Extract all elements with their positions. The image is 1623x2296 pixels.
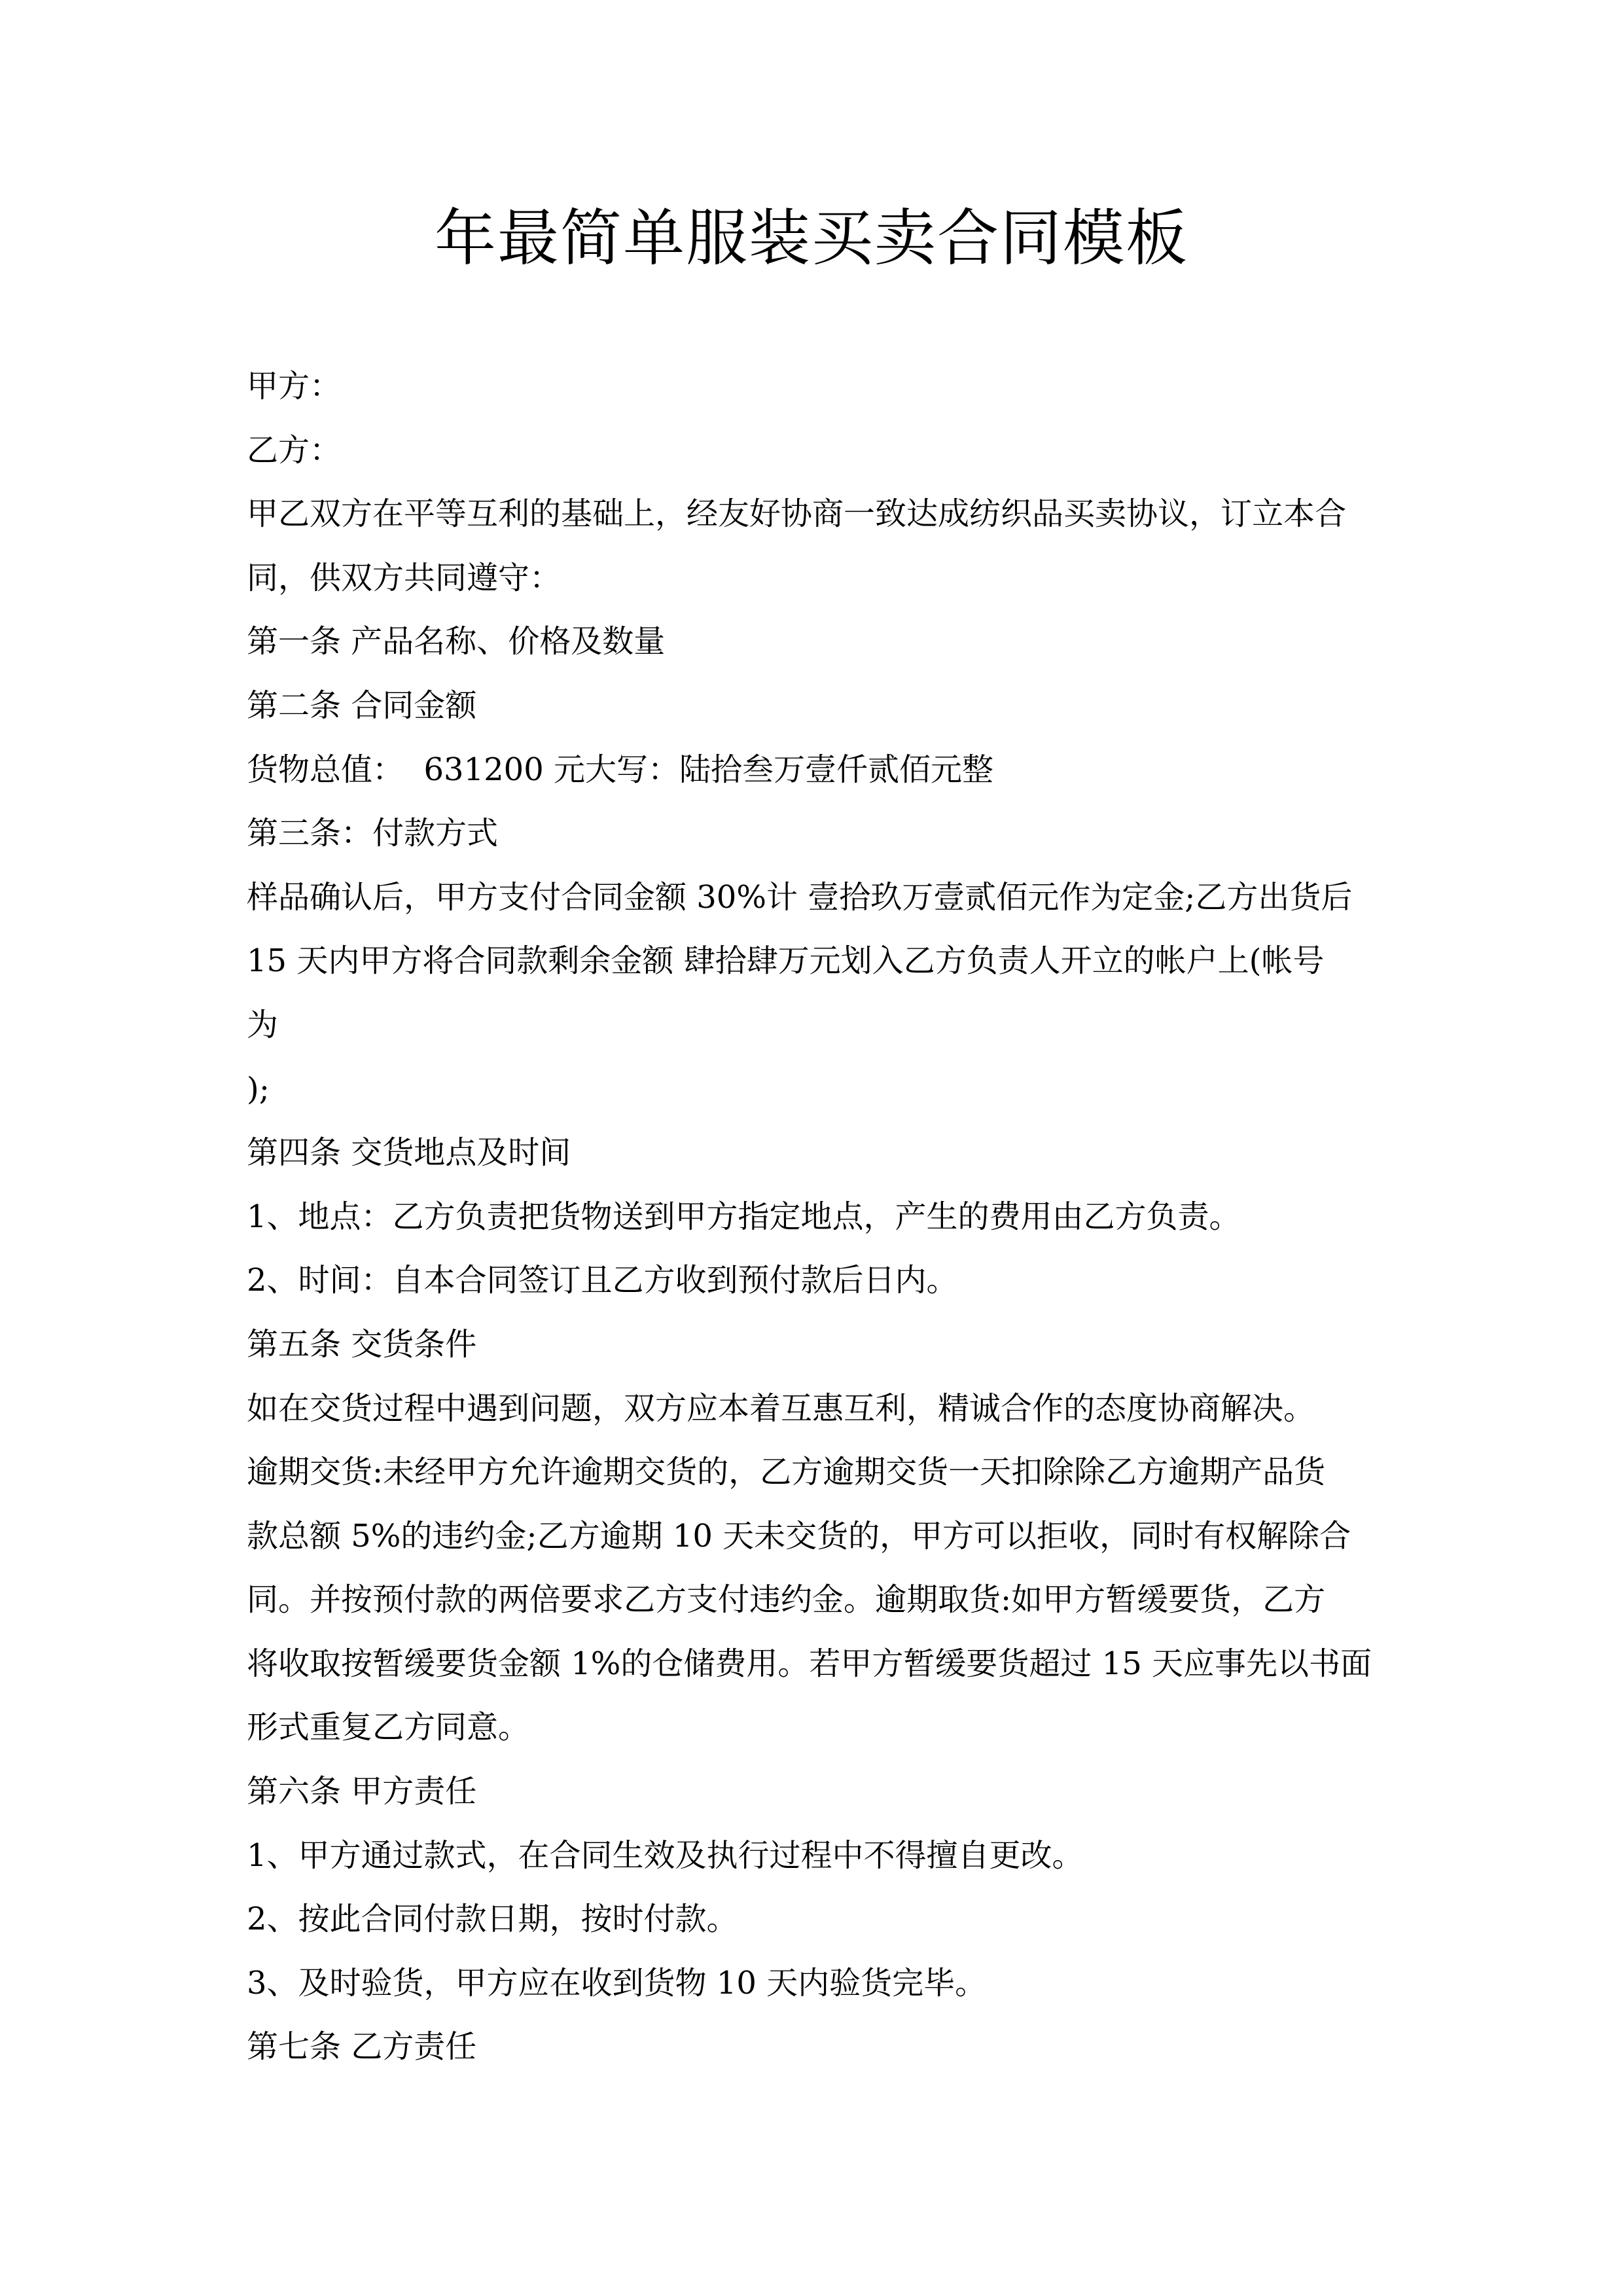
article-7-heading: 第七条 乙方责任 [247,2028,477,2066]
delivery-terms-line-3: 款总额 5%的违约金;乙方逾期 10 天未交货的，甲方可以拒收，同时有权解除合 [247,1517,1351,1554]
document-title: 年最简单服装买卖合同模板 [434,203,1188,274]
article-6-heading: 第六条 甲方责任 [247,1773,477,1810]
party-b-line: 乙方： [247,431,342,469]
article-4-heading: 第四条 交货地点及时间 [247,1134,571,1172]
delivery-terms-line-2: 逾期交货:未经甲方允许逾期交货的，乙方逾期交货一天扣除除乙方逾期产品货 [247,1454,1326,1491]
party-a-duty-2: 2、按此合同付款日期，按时付款。 [247,1901,738,1938]
delivery-terms-line-5: 将收取按暂缓要货金额 1%的仓储费用。若甲方暂缓要货超过 15 天应事先以书面 [247,1645,1372,1682]
delivery-terms-line-4: 同。并按预付款的两倍要求乙方支付违约金。逾期取货:如甲方暂缓要货，乙方 [247,1581,1326,1619]
article-3-heading: 第三条：付款方式 [247,815,499,852]
total-value-line: 货物总值： 631200 元大写：陆拾叁万壹仟贰佰元整 [247,751,994,788]
party-a-line: 甲方： [247,368,342,404]
delivery-terms-line-1: 如在交货过程中遇到问题，双方应本着互惠互利，精诚合作的态度协商解决。 [247,1390,1315,1427]
party-a-duty-3: 3、及时验货，甲方应在收到货物 10 天内验货完毕。 [247,1964,987,2001]
payment-line-3: 为 [247,1006,279,1043]
preamble-line-1: 甲乙双方在平等互利的基础上，经友好协商一致达成纺织品买卖协议，订立本合 [247,495,1347,533]
delivery-terms-line-6: 形式重复乙方同意。 [247,1709,530,1746]
payment-line-2: 15 天内甲方将合同款剩余金额 肆拾肆万元划入乙方负责人开立的帐户上(帐号 [247,942,1325,980]
delivery-place-line: 1、地点：乙方负责把货物送到甲方指定地点，产生的费用由乙方负责。 [247,1198,1241,1235]
payment-line-4: ); [247,1070,270,1107]
article-1-heading: 第一条 产品名称、价格及数量 [247,623,666,660]
payment-line-1: 样品确认后，甲方支付合同金额 30%计 壹拾玖万壹贰佰元作为定金;乙方出货后 [247,878,1353,916]
article-5-heading: 第五条 交货条件 [247,1325,477,1363]
delivery-time-line: 2、时间：自本合同签订且乙方收到预付款后日内。 [247,1262,958,1299]
preamble-line-2: 同，供双方共同遵守： [247,559,562,596]
document-body [247,355,1385,2079]
article-2-heading: 第二条 合同金额 [247,687,477,724]
party-a-duty-1: 1、甲方通过款式，在合同生效及执行过程中不得擅自更改。 [247,1837,1084,1874]
